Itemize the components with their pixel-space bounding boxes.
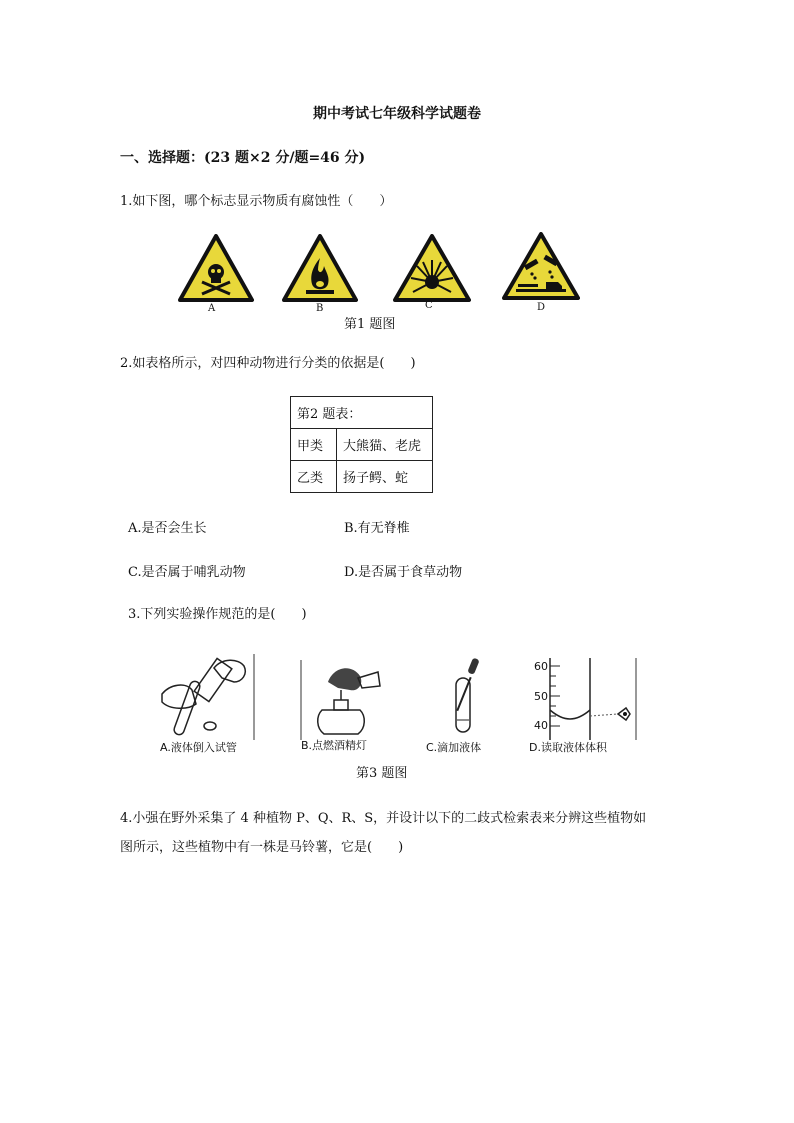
section-heading: 一、选择题：(23 题×2 分/题=46 分) bbox=[120, 150, 366, 166]
figure-3-caption: 第3 题图 bbox=[356, 766, 408, 781]
skull-crossbones-icon bbox=[178, 234, 254, 302]
table-row bbox=[291, 461, 433, 493]
option-a: A.是否会生长 bbox=[128, 521, 207, 536]
corrosive-icon bbox=[502, 232, 580, 300]
explosion-icon bbox=[393, 234, 471, 302]
table-row bbox=[291, 429, 433, 461]
sign-letter-a: A bbox=[208, 303, 216, 314]
scale-label-40: 40 bbox=[534, 719, 548, 732]
flame-icon bbox=[282, 234, 358, 302]
question-1: 1.如下图，哪个标志显示物质有腐蚀性（ ） bbox=[120, 194, 393, 209]
lab-caption-b: B.点燃酒精灯 bbox=[301, 739, 368, 752]
lab-caption-d: D.读取液体体积 bbox=[529, 741, 607, 754]
question-3: 3.下列实验操作规范的是( ) bbox=[128, 607, 307, 622]
scale-label-50: 50 bbox=[534, 690, 548, 703]
sign-letter-d: D bbox=[537, 302, 546, 313]
dropper-icon bbox=[440, 656, 500, 740]
sign-letter-b: B bbox=[316, 303, 324, 314]
page-title: 期中考试七年级科学试题卷 bbox=[313, 106, 481, 122]
question-2: 2.如表格所示，对四种动物进行分类的依据是( ) bbox=[120, 356, 416, 371]
classification-table bbox=[290, 396, 433, 493]
alcohol-lamp-icon bbox=[300, 660, 386, 740]
table-header: 第2 题表： bbox=[291, 397, 433, 429]
scale-label-60: 60 bbox=[534, 660, 548, 673]
table-cell-value: 扬子鳄、蛇 bbox=[337, 461, 433, 493]
question-4-line-1: 4.小强在野外采集了 4 种植物 P、Q、R、S，并设计以下的二歧式检索表来分辨这些植物如 bbox=[120, 811, 647, 826]
lab-caption-c: C.滴加液体 bbox=[426, 741, 482, 754]
table-cell-value: 大熊猫、老虎 bbox=[337, 429, 433, 461]
question-4-line-2: 图所示，这些植物中有一株是马铃薯，它是( ) bbox=[120, 840, 404, 855]
table-cell-label: 乙类 bbox=[291, 461, 337, 493]
option-d: D.是否属于食草动物 bbox=[344, 565, 463, 580]
option-b: B.有无脊椎 bbox=[344, 521, 410, 536]
sign-letter-c: C bbox=[425, 300, 433, 311]
table-cell-label: 甲类 bbox=[291, 429, 337, 461]
figure-1-caption: 第1 题图 bbox=[344, 317, 396, 332]
option-c: C.是否属于哺乳动物 bbox=[128, 565, 246, 580]
lab-caption-a: A.液体倒入试管 bbox=[160, 741, 237, 754]
pouring-liquid-icon bbox=[152, 654, 256, 740]
